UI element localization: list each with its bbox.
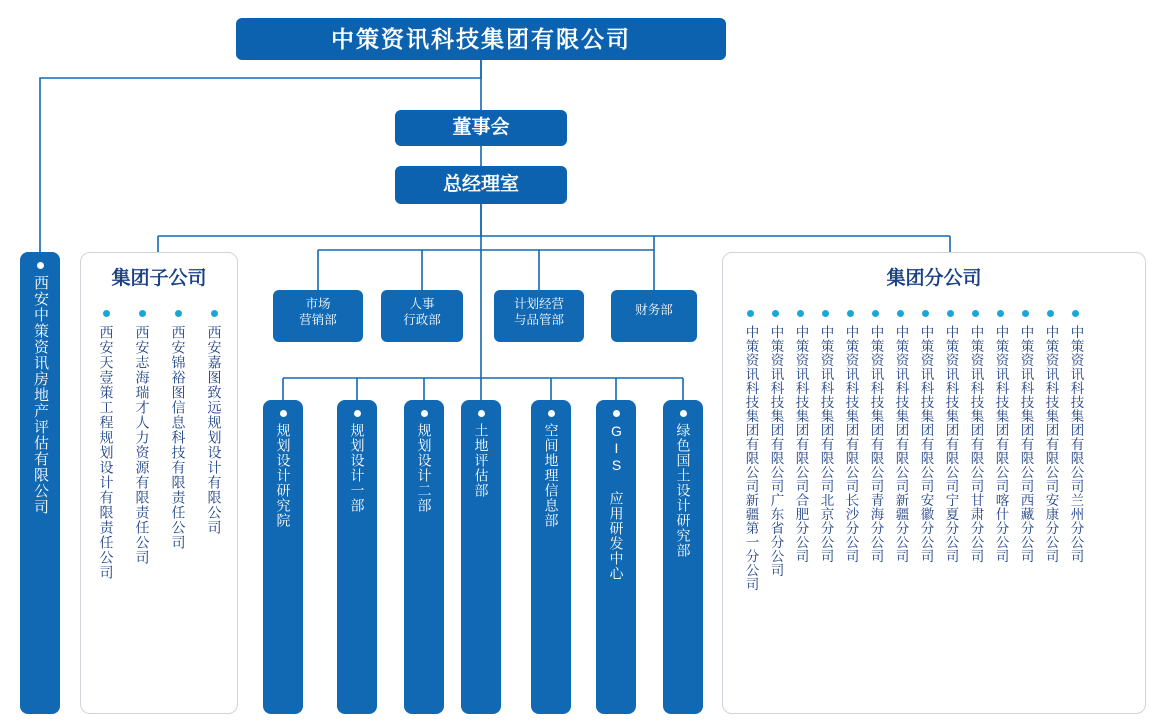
- node-label: 土地评估部: [473, 423, 490, 498]
- department-planning-quality[interactable]: [494, 290, 584, 342]
- bullet-dot: [1047, 310, 1054, 317]
- node-spatial-geo-info-dept[interactable]: [531, 400, 571, 714]
- bullet-dot: [1022, 310, 1029, 317]
- bullet-dot: [772, 310, 779, 317]
- subsidiary-label: 西安志海瑞才人力资源有限责任公司: [134, 325, 151, 565]
- root-node[interactable]: 中策资讯科技集团有限公司: [236, 18, 726, 60]
- node-green-land-design-dept[interactable]: [663, 400, 703, 714]
- node-planning-design-dept-2[interactable]: [404, 400, 444, 714]
- list-item[interactable]: [738, 310, 763, 591]
- bullet-dot: [997, 310, 1004, 317]
- department-line2: 营销部: [299, 313, 337, 327]
- node-label: 规划设计一部: [349, 423, 366, 513]
- list-item[interactable]: [988, 310, 1013, 591]
- general-manager-node[interactable]: 总经理室: [395, 166, 567, 204]
- node-label: 规划设计研究院: [275, 423, 292, 528]
- subsidiary-list: [88, 310, 232, 580]
- node-label: 空间地理信息部: [543, 423, 560, 528]
- branch-label: 中策资讯科技集团有限公司新疆第一分公司: [743, 325, 759, 591]
- bullet-dot: [947, 310, 954, 317]
- bullet-dot: [421, 410, 428, 417]
- node-xian-real-estate-appraisal[interactable]: [20, 252, 60, 714]
- subsidiary-label: 西安天壹策工程规划设计有限责任公司: [98, 325, 115, 580]
- department-line1: 市场: [305, 297, 331, 311]
- department-line1: 人事: [409, 297, 435, 311]
- bullet-dot: [103, 310, 110, 317]
- list-item[interactable]: [888, 310, 913, 591]
- bullet-dot: [354, 410, 361, 417]
- list-item[interactable]: [813, 310, 838, 591]
- node-label: GIS 应用研发中心: [608, 423, 625, 581]
- bullet-dot: [922, 310, 929, 317]
- department-hr-admin[interactable]: [381, 290, 463, 342]
- department-finance[interactable]: [611, 290, 697, 342]
- branch-list: [738, 310, 1088, 591]
- branch-label: 中策资讯科技集团有限公司新疆分公司: [893, 325, 909, 563]
- node-label: 规划设计二部: [416, 423, 433, 513]
- node-land-appraisal-dept[interactable]: [461, 400, 501, 714]
- bullet-dot: [1072, 310, 1079, 317]
- list-item[interactable]: [160, 310, 196, 580]
- list-item[interactable]: [1063, 310, 1088, 591]
- bullet-dot: [680, 410, 687, 417]
- branch-label: 中策资讯科技集团有限公司安徽分公司: [918, 325, 934, 563]
- bullet-dot: [280, 410, 287, 417]
- subsidiary-label: 西安嘉图致远规划设计有限公司: [206, 325, 223, 535]
- branch-label: 中策资讯科技集团有限公司合肥分公司: [793, 325, 809, 563]
- bullet-dot: [211, 310, 218, 317]
- department-line1: 财务部: [635, 303, 673, 317]
- bullet-dot: [478, 410, 485, 417]
- node-planning-design-institute[interactable]: [263, 400, 303, 714]
- list-item[interactable]: [963, 310, 988, 591]
- bullet-dot: [972, 310, 979, 317]
- list-item[interactable]: [196, 310, 232, 580]
- branch-label: 中策资讯科技集团有限公司兰州分公司: [1068, 325, 1084, 563]
- branch-label: 中策资讯科技集团有限公司广东省分公司: [768, 325, 784, 577]
- branch-label: 中策资讯科技集团有限公司青海分公司: [868, 325, 884, 563]
- list-item[interactable]: [788, 310, 813, 591]
- list-item[interactable]: [1038, 310, 1063, 591]
- list-item[interactable]: [938, 310, 963, 591]
- branch-label: 中策资讯科技集团有限公司喀什分公司: [993, 325, 1009, 563]
- board-node[interactable]: 董事会: [395, 110, 567, 146]
- panel-subsidiaries-title: 集团子公司: [111, 268, 207, 289]
- bullet-dot: [613, 410, 620, 417]
- bullet-dot: [139, 310, 146, 317]
- node-label: 西安中策资讯房地产评估有限公司: [32, 275, 49, 515]
- branch-label: 中策资讯科技集团有限公司西藏分公司: [1018, 325, 1034, 563]
- node-label: 绿色国土设计研究部: [675, 423, 692, 558]
- bullet-dot: [897, 310, 904, 317]
- panel-branches-title: 集团分公司: [886, 268, 982, 289]
- list-item[interactable]: [838, 310, 863, 591]
- list-item[interactable]: [763, 310, 788, 591]
- list-item[interactable]: [88, 310, 124, 580]
- list-item[interactable]: [1013, 310, 1038, 591]
- node-planning-design-dept-1[interactable]: [337, 400, 377, 714]
- bullet-dot: [747, 310, 754, 317]
- branch-label: 中策资讯科技集团有限公司安康分公司: [1043, 325, 1059, 563]
- subsidiary-label: 西安锦裕图信息科技有限责任公司: [170, 325, 187, 550]
- list-item[interactable]: [913, 310, 938, 591]
- bullet-dot: [847, 310, 854, 317]
- bullet-dot: [797, 310, 804, 317]
- branch-label: 中策资讯科技集团有限公司宁夏分公司: [943, 325, 959, 563]
- branch-label: 中策资讯科技集团有限公司甘肃分公司: [968, 325, 984, 563]
- branch-label: 中策资讯科技集团有限公司北京分公司: [818, 325, 834, 563]
- bullet-dot: [822, 310, 829, 317]
- bullet-dot: [872, 310, 879, 317]
- list-item[interactable]: [124, 310, 160, 580]
- bullet-dot: [548, 410, 555, 417]
- department-marketing[interactable]: [273, 290, 363, 342]
- department-line1: 计划经营: [513, 297, 564, 311]
- bullet-dot: [175, 310, 182, 317]
- branch-label: 中策资讯科技集团有限公司长沙分公司: [843, 325, 859, 563]
- department-line2: 行政部: [403, 313, 441, 327]
- node-gis-rd-center[interactable]: [596, 400, 636, 714]
- bullet-dot: [37, 262, 44, 269]
- department-line2: 与品管部: [513, 313, 564, 327]
- list-item[interactable]: [863, 310, 888, 591]
